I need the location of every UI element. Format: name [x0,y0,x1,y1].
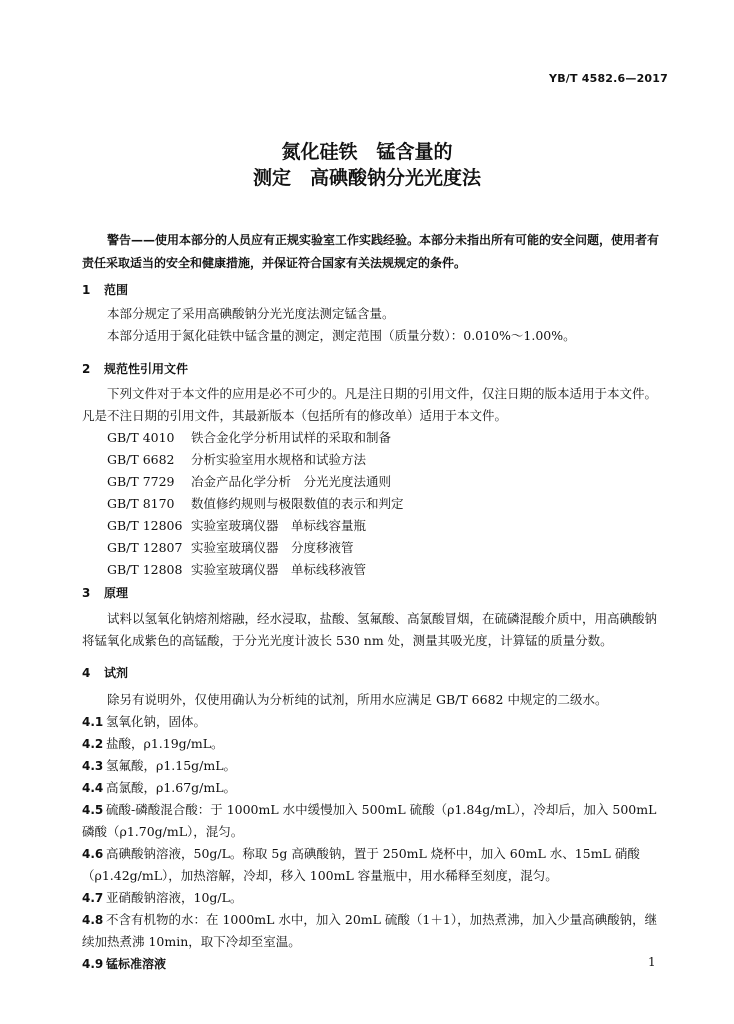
reference-title: 冶金产品化学分析 分光光度法通则 [191,474,392,489]
item-number: 4.2 [82,737,104,751]
reference-title: 分析实验室用水规格和试验方法 [191,452,367,467]
section-3-heading [82,582,128,604]
reference-item [107,515,366,537]
reference-title: 实验室玻璃仪器 分度移液管 [191,540,354,555]
reference-title: 铁合金化学分析用试样的采取和制备 [191,430,392,445]
item-number: 4.5 [82,803,104,817]
reference-code: GB/T 12807 [107,540,183,555]
section-title: 试剂 [104,666,129,680]
normative-references-intro: 下列文件对于本文件的应用是必不可少的。凡是注日期的引用文件，仅注日期的版本适用于本文件。凡是不注日期的引用文件，其最新版本（包括所有的修改单）适用于本文件。 [82,386,658,423]
reagent-item [82,711,662,733]
item-number: 4.4 [82,781,104,795]
reference-item [107,559,366,581]
item-number: 4.1 [82,715,104,729]
section-4-heading [82,662,128,684]
reference-code: GB/T 7729 [107,474,175,489]
section-number: 1 [82,283,91,297]
item-number: 4.8 [82,913,104,927]
reference-item [107,471,391,493]
item-number: 4.9 [82,957,104,971]
reagent-item [82,843,662,887]
title-line-1: 氮化硅铁 锰含量的 [281,141,453,163]
item-text: 不含有机物的水：在 1000mL 水中，加入 20mL 硫酸（1＋1），加热煮沸，加入少量高碘酸钠，继续加热煮沸 10min，取下冷却至室温。 [82,912,658,949]
reagent-item [82,909,662,953]
reference-title: 实验室玻璃仪器 单标线移液管 [191,562,367,577]
reference-item [107,493,404,515]
section-number: 3 [82,586,91,600]
item-number: 4.7 [82,891,104,905]
section-1-heading [82,279,128,301]
reagent-item [82,777,662,799]
reference-item [107,537,354,559]
scope-line-1: 本部分规定了采用高碘酸钠分光光度法测定锰含量。 [107,306,395,321]
principle-text: 试料以氢氧化钠熔剂熔融，经水浸取，盐酸、氢氟酸、高氯酸冒烟，在硫磷混酸介质中，用高碘酸钠将锰氧化成紫色的高锰酸，于分光光度计波长 530 nm 处，测量其吸光度，计算锰的质量分数。 [82,611,658,648]
reference-code: GB/T 12806 [107,518,183,533]
safety-warning: 警告——使用本部分的人员应有正规实验室工作实践经验。本部分未指出所有可能的安全问题，使用者有责任采取适当的安全和健康措施，并保证符合国家有关法规规定的条件。 [82,233,660,270]
item-number: 4.3 [82,759,104,773]
section-2-heading [82,358,188,380]
section-title: 原理 [104,586,129,600]
reference-code: GB/T 8170 [107,496,175,511]
item-text: 硫酸-磷酸混合酸：于 1000mL 水中缓慢加入 500mL 硫酸（ρ1.84g/mL），冷却后，加入 500mL 磷酸（ρ1.70g/mL），混匀。 [82,802,657,839]
section-number: 4 [82,666,91,680]
reference-item [107,427,391,449]
item-text: 高氯酸，ρ1.67g/mL。 [106,780,237,795]
reference-code: GB/T 6682 [107,452,175,467]
section-title: 规范性引用文件 [104,362,189,376]
page-number: 1 [648,955,656,969]
item-text: 高碘酸钠溶液，50g/L。称取 5g 高碘酸钠，置于 250mL 烧杯中，加入 60mL 水、15mL 硝酸（ρ1.42g/mL），加热溶解，冷却，移入 100mL 容量瓶中，用水稀释至刻度，混匀。 [82,846,640,883]
document-code: YB/T 4582.6—2017 [549,72,668,85]
reference-title: 实验室玻璃仪器 单标线容量瓶 [191,518,367,533]
reference-code: GB/T 12808 [107,562,183,577]
scope-line-2: 本部分适用于氮化硅铁中锰含量的测定，测定范围（质量分数）：0.010%～1.00%。 [107,328,576,343]
item-text: 亚硝酸钠溶液，10g/L。 [106,890,243,905]
reference-title: 数值修约规则与极限数值的表示和判定 [191,496,404,511]
item-text: 盐酸，ρ1.19g/mL。 [106,736,224,751]
item-text: 氢氧化钠，固体。 [106,714,207,729]
reagent-item [82,953,662,975]
reference-code: GB/T 4010 [107,430,175,445]
section-number: 2 [82,362,91,376]
reagents-intro: 除另有说明外，仅使用确认为分析纯的试剂，所用水应满足 GB/T 6682 中规定的二级水。 [107,692,608,707]
title-line-2: 测定 高碘酸钠分光光度法 [252,167,481,189]
reference-item [107,449,366,471]
reagent-item [82,755,662,777]
reagent-item [82,799,662,843]
reagent-item [82,733,662,755]
item-text: 锰标准溶液 [106,957,167,971]
item-text: 氢氟酸，ρ1.15g/mL。 [106,758,237,773]
reagent-item [82,887,662,909]
item-number: 4.6 [82,847,104,861]
section-title: 范围 [104,283,129,297]
